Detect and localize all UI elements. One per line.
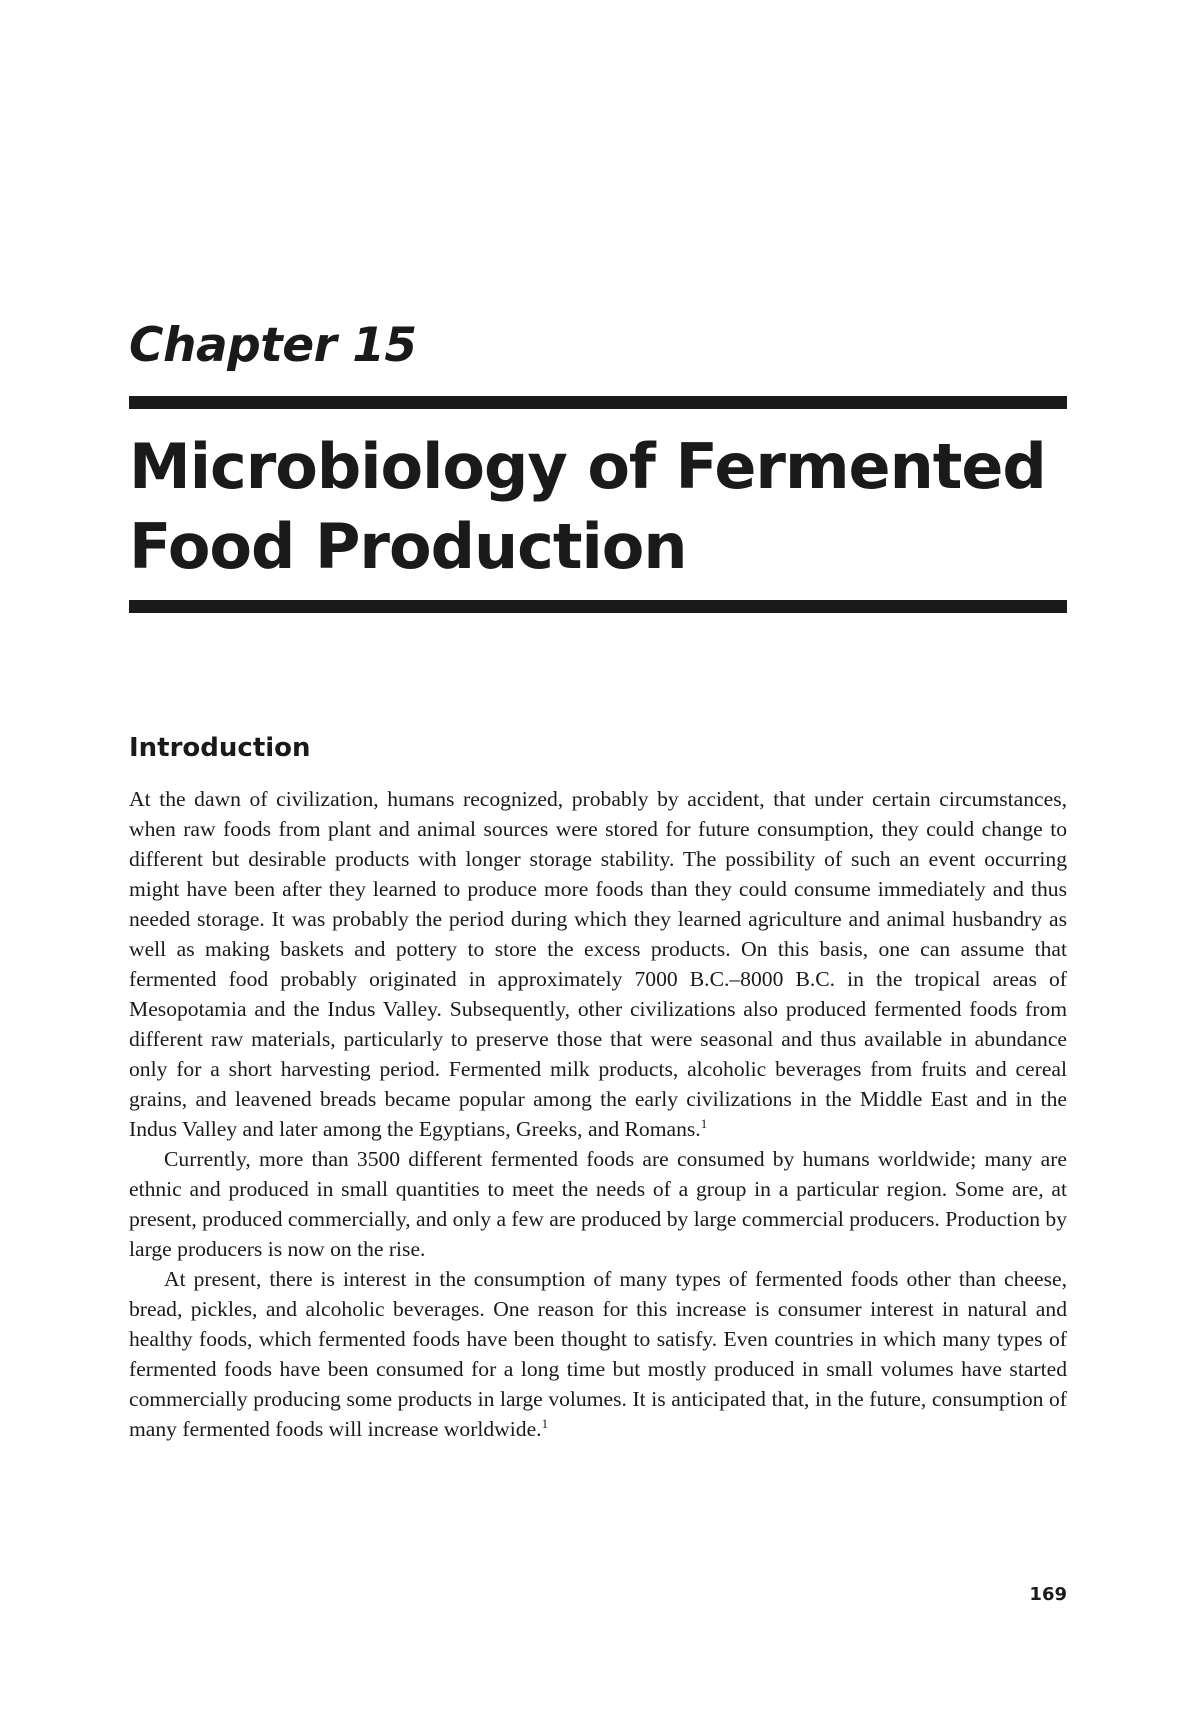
footnote-ref: 1 bbox=[541, 1415, 549, 1431]
top-rule bbox=[129, 396, 1067, 409]
book-page bbox=[129, 0, 1067, 1714]
section-heading: Introduction bbox=[129, 733, 311, 763]
chapter-title-line-2: Food Production bbox=[129, 510, 687, 583]
paragraph-1 bbox=[129, 784, 1067, 1144]
paragraph-1-text: At the dawn of civilization, humans recognized, probably by accident, that under certain circumstances, when raw foods from plant and animal sources were stored for future consumption, they could change to different but desirable products with longer storage stability. The possibility of such an event occurring might have been after they learned to produce more foods than they could consume immediately and thus needed storage. It was probably the period during which they learned agriculture and animal husbandry as well as making baskets and pottery to store the excess products. On this basis, one can assume that fermented food probably originated in approximately 7000 B.C.–8000 B.C. in the tropical areas of Mesopotamia and the Indus Valley. Subsequently, other civilizations also produced fermented foods from different raw materials, particularly to preserve those that were seasonal and thus available in abundance only for a short harvesting period. Fermented milk products, alcoholic beverages from fruits and cereal grains, and leavened breads became popular among the early civilizations in the Middle East and in the Indus Valley and later among the Egyptians, Greeks, and Romans. bbox=[129, 787, 1067, 1141]
paragraph-2-text: Currently, more than 3500 different fermented foods are consumed by humans worldwide; many are ethnic and produced in small quantities to meet the needs of a group in a particular region. Some are, at present, produced commercially, and only a few are produced by large commercial producers. Production by large producers is now on the rise. bbox=[129, 1147, 1067, 1261]
chapter-title bbox=[129, 427, 1067, 587]
paragraph-2 bbox=[129, 1144, 1067, 1264]
chapter-title-line-1: Microbiology of Fermented bbox=[129, 430, 1046, 503]
bottom-rule bbox=[129, 600, 1067, 613]
page-number: 169 bbox=[1029, 1584, 1067, 1605]
paragraph-3 bbox=[129, 1264, 1067, 1444]
body-text bbox=[129, 784, 1067, 1444]
paragraph-3-text: At present, there is interest in the consumption of many types of fermented foods other than cheese, bread, pickles, and alcoholic beverages. One reason for this increase is consumer interest in natural and healthy foods, which fermented foods have been thought to satisfy. Even countries in which many types of fermented foods have been consumed for a long time but mostly produced in small volumes have started commercially producing some products in large volumes. It is anticipated that, in the future, consumption of many fermented foods will increase worldwide. bbox=[129, 1267, 1067, 1441]
chapter-label: Chapter 15 bbox=[129, 318, 417, 373]
footnote-ref: 1 bbox=[700, 1115, 708, 1131]
